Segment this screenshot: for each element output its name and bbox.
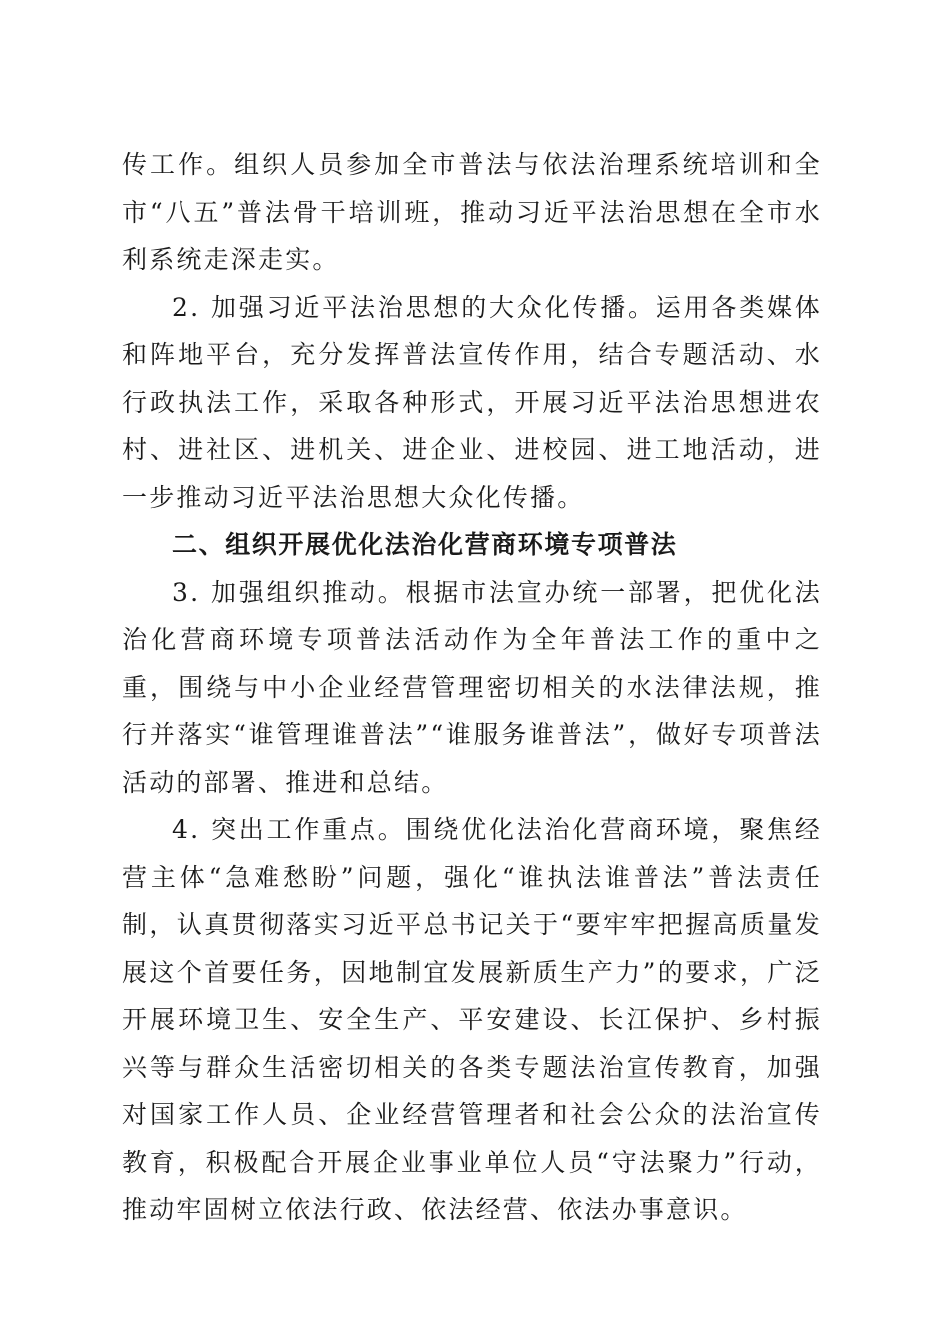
paragraph-continuation: 传工作。组织人员参加全市普法与依法治理系统培训和全市“八五”普法骨干培训班，推动习近平法治思想在全市水利系统走深走实。 bbox=[122, 150, 822, 274]
document-body bbox=[122, 141, 822, 1234]
section-heading: 二、组织开展优化法治化营商环境专项普法 bbox=[172, 530, 678, 559]
paragraph-item-2: 2. 加强习近平法治思想的大众化传播。运用各类媒体和阵地平台，充分发挥普法宣传作用，结合专题活动、水行政执法工作，采取各种形式，开展习近平法治思想进农村、进社区、进机关、进企业、进校园、进工地活动，进一步推动习近平法治思想大众化传播。 bbox=[122, 292, 822, 512]
paragraph-item-4: 4. 突出工作重点。围绕优化法治化营商环境，聚焦经营主体“急难愁盼”问题，强化“谁执法谁普法”普法责任制，认真贯彻落实习近平总书记关于“要牢牢把握高质量发展这个首要任务，因地制宜发展新质生产力”的要求，广泛开展环境卫生、安全生产、平安建设、长江保护、乡村振兴等与群众生活密切相关的各类专题法治宣传教育，加强对国家工作人员、企业经营管理者和社会公众的法治宣传教育，积极配合开展企业事业单位人员“守法聚力”行动，推动牢固树立依法行政、依法经营、依法办事意识。 bbox=[122, 815, 822, 1224]
paragraph-item-3: 3. 加强组织推动。根据市法宣办统一部署，把优化法治化营商环境专项普法活动作为全年普法工作的重中之重，围绕与中小企业经营管理密切相关的水法律法规，推行并落实“谁管理谁普法”“谁服务谁普法”，做好专项普法活动的部署、推进和总结。 bbox=[122, 577, 822, 797]
